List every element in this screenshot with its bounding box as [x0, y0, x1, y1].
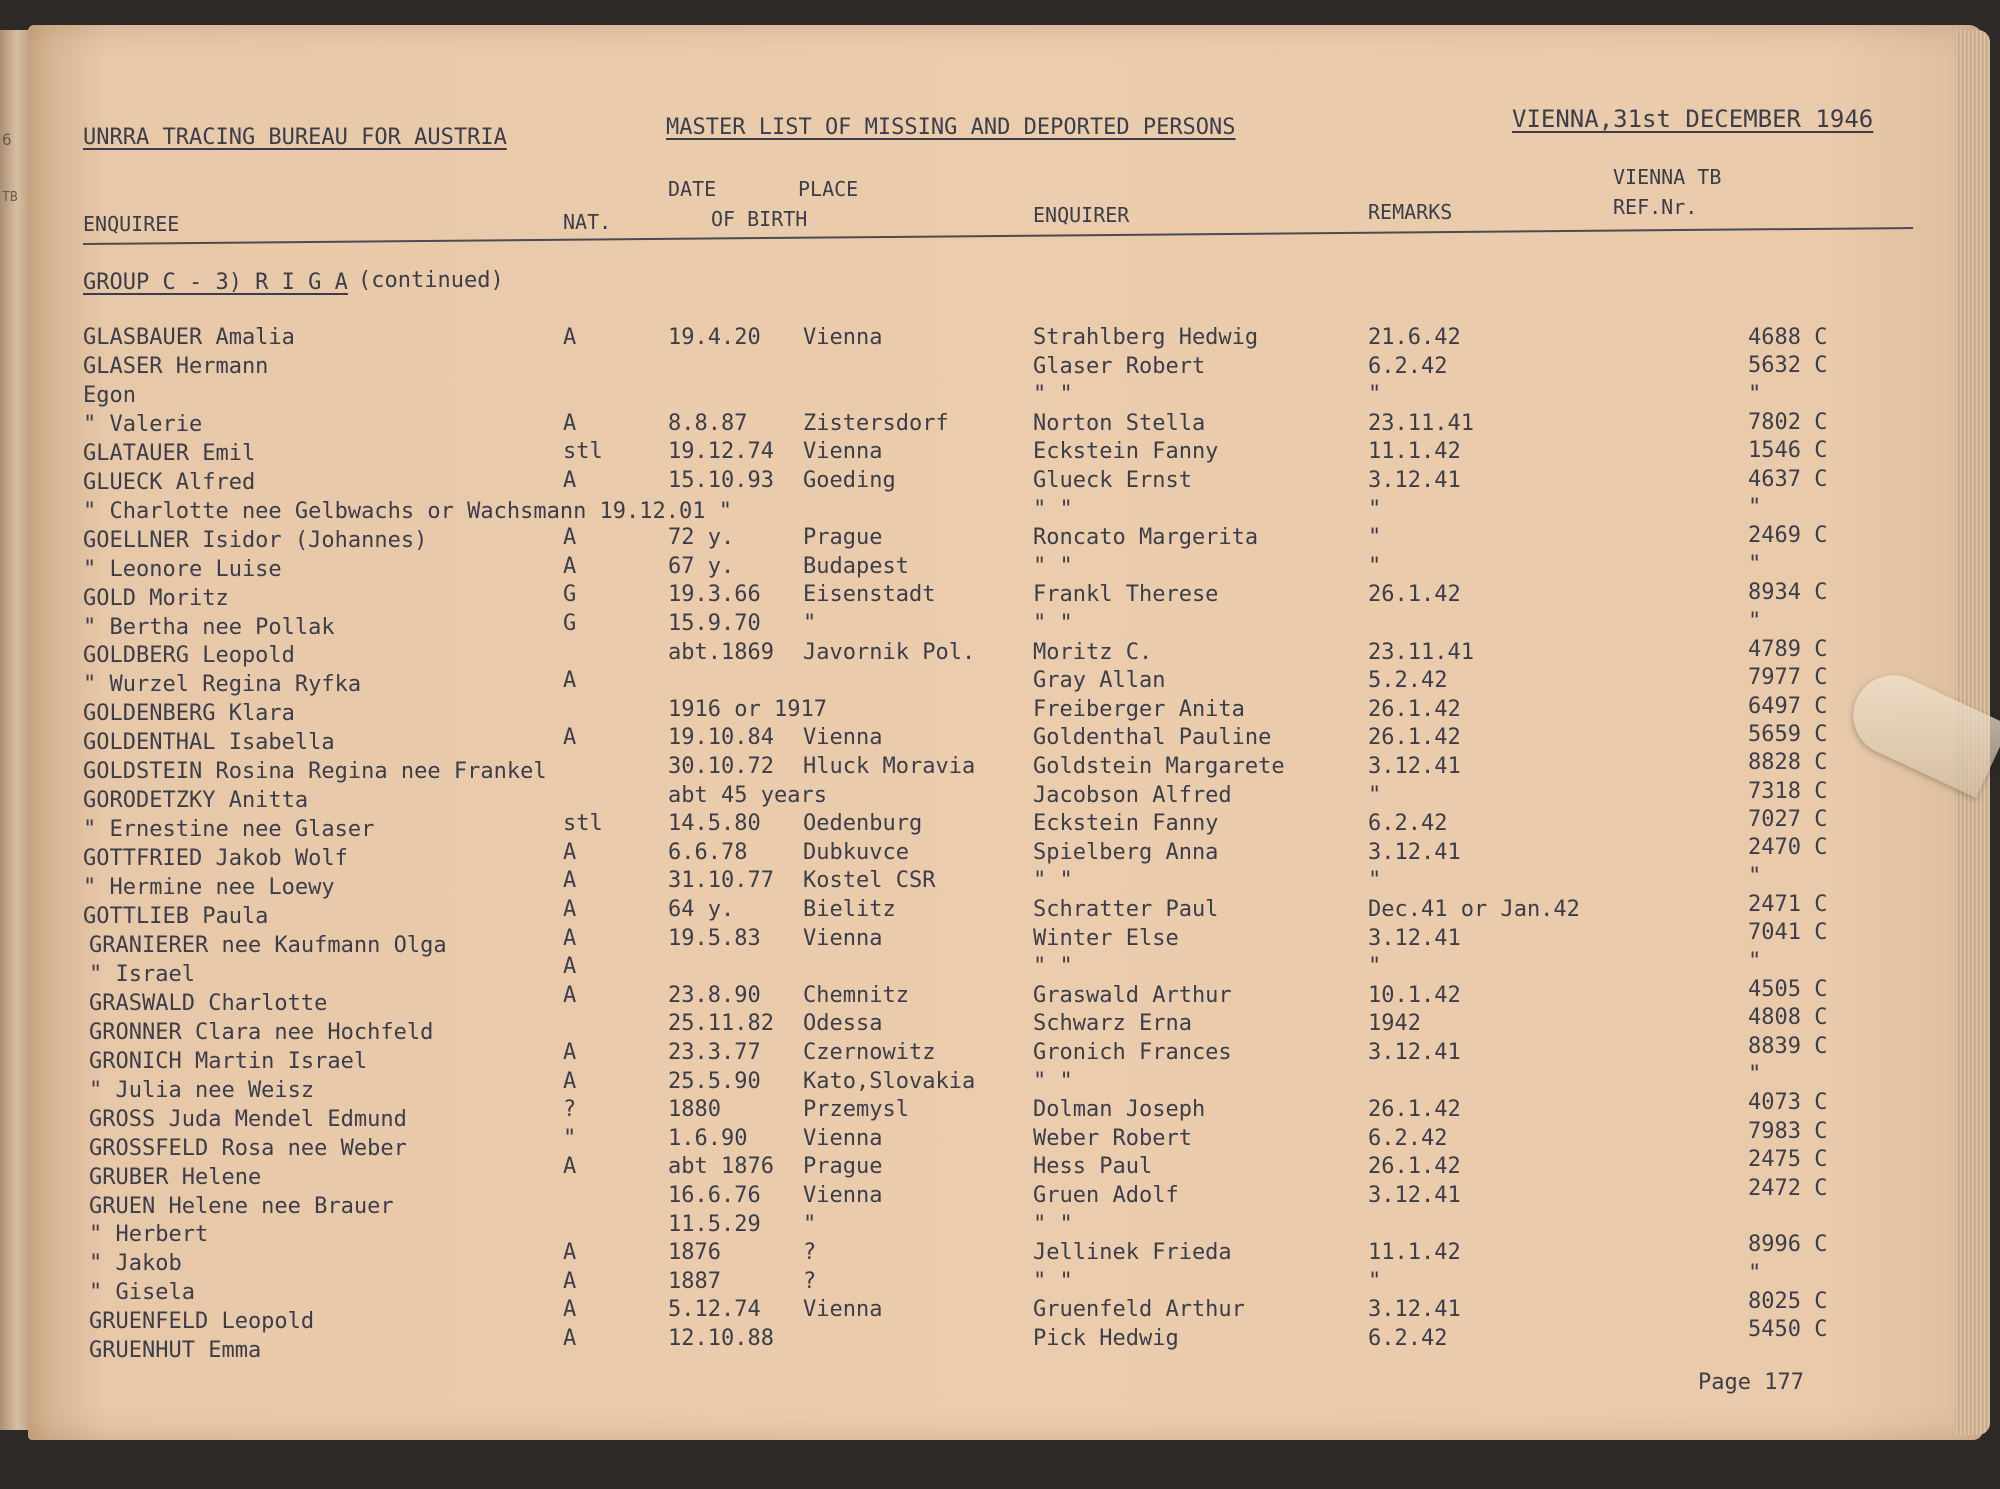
cell-date: 19.3.66	[668, 582, 761, 608]
cell-remarks: 6.2.42	[1368, 353, 1448, 379]
cell-name: " Jakob	[89, 1251, 182, 1277]
cell-place: Czernowitz	[803, 1040, 936, 1065]
cell-remarks: 26.1.42	[1368, 696, 1461, 722]
cell-place: Kostel CSR	[803, 868, 936, 894]
cell-name: GRUENFELD Leopold	[89, 1309, 315, 1335]
cell-nat: A	[563, 468, 577, 493]
cell-remarks: "	[1368, 553, 1382, 579]
document-page	[28, 25, 1983, 1440]
cell-place: Bielitz	[803, 897, 896, 922]
cell-date: 1.6.90	[668, 1125, 748, 1151]
cell-enquirer: " "	[1033, 611, 1073, 636]
cell-date: 19.12.74	[668, 439, 774, 465]
cell-enquirer: Schratter Paul	[1033, 897, 1219, 922]
group-suffix: (continued)	[358, 268, 504, 293]
left-page-edge	[0, 30, 28, 1430]
header-rule	[83, 227, 1913, 245]
cell-ref: "	[1748, 381, 1762, 407]
cell-date: 6.6.78	[668, 839, 748, 865]
left-page-fragment: TB	[2, 190, 18, 205]
cell-remarks: 23.11.41	[1368, 639, 1474, 665]
column-header-remarks: REMARKS	[1368, 200, 1453, 224]
cell-enquirer: " "	[1033, 1268, 1073, 1294]
cell-enquirer: Gruen Adolf	[1033, 1183, 1179, 1208]
cell-ref: 2472 C	[1748, 1175, 1828, 1201]
cell-name: GOLDENBERG Klara	[83, 701, 295, 727]
cell-date: 25.11.82	[668, 1011, 774, 1037]
cell-enquirer: Roncato Margerita	[1033, 525, 1259, 551]
cell-enquirer: Frankl Therese	[1033, 582, 1219, 608]
cell-nat: A	[563, 725, 577, 751]
cell-nat: A	[563, 1154, 577, 1180]
cell-name: GOLDBERG Leopold	[83, 643, 295, 669]
cell-remarks: 26.1.42	[1368, 582, 1461, 608]
cell-ref: 8839 C	[1748, 1033, 1828, 1059]
cell-nat: stl	[563, 439, 603, 465]
cell-nat: A	[563, 1326, 577, 1351]
cell-nat: A	[563, 668, 577, 694]
cell-remarks: "	[1368, 868, 1382, 894]
cell-nat: stl	[563, 811, 603, 837]
cell-place: Oedenburg	[803, 811, 923, 837]
cell-date: 14.5.80	[668, 811, 761, 837]
cell-date: 15.10.93	[668, 468, 774, 493]
left-page-fragment: 6	[2, 130, 12, 149]
column-header-of-birth: OF BIRTH	[711, 207, 808, 231]
cell-ref: 7802 C	[1748, 410, 1828, 436]
cell-enquirer: Goldstein Margarete	[1033, 754, 1285, 779]
cell-remarks: 3.12.41	[1368, 1040, 1461, 1065]
cell-place: Goeding	[803, 468, 896, 493]
cell-remarks: 26.1.42	[1368, 725, 1461, 751]
cell-date: 19.5.83	[668, 925, 761, 951]
cell-remarks: "	[1368, 954, 1382, 980]
column-header-nat: NAT.	[563, 210, 612, 234]
cell-name: " Hermine nee Loewy	[83, 875, 335, 901]
cell-enquirer: Moritz C.	[1033, 639, 1153, 665]
cell-name: GROSS Juda Mendel Edmund	[89, 1106, 407, 1132]
cell-name: GRUEN Helene nee Brauer	[89, 1193, 394, 1219]
cell-date: abt 1876	[668, 1154, 774, 1180]
cell-remarks: 3.12.41	[1368, 468, 1461, 493]
cell-name: GOELLNER Isidor (Johannes)	[83, 527, 428, 553]
cell-ref: 7027 C	[1748, 806, 1828, 832]
cell-nat: A	[563, 1240, 577, 1266]
cell-place: Prague	[803, 1154, 883, 1180]
cell-name: GLATAUER Emil	[83, 440, 256, 466]
cell-remarks: 3.12.41	[1368, 754, 1461, 779]
cell-enquirer: Jacobson Alfred	[1033, 782, 1232, 808]
cell-nat: A	[563, 1268, 577, 1294]
cell-ref: 7977 C	[1748, 665, 1828, 691]
cell-ref: 8996 C	[1748, 1232, 1828, 1258]
cell-enquirer: Jellinek Frieda	[1033, 1240, 1232, 1266]
cell-remarks: 3.12.41	[1368, 925, 1461, 951]
column-header-enquirer: ENQUIRER	[1033, 203, 1130, 227]
cell-date: 16.6.76	[668, 1183, 761, 1208]
cell-place: Kato,Slovakia	[803, 1068, 976, 1094]
cell-nat: A	[563, 553, 577, 579]
cell-enquirer: " "	[1033, 496, 1073, 522]
cell-date: 19.10.84	[668, 725, 774, 751]
cell-place: ?	[803, 1268, 817, 1294]
cell-enquirer: Goldenthal Pauline	[1033, 725, 1272, 751]
cell-nat: A	[563, 839, 577, 865]
cell-remarks: 3.12.41	[1368, 1183, 1461, 1208]
cell-place: Zistersdorf	[803, 410, 949, 436]
cell-enquirer: Glaser Robert	[1033, 353, 1206, 379]
cell-ref: 4073 C	[1748, 1090, 1828, 1116]
cell-enquirer: Winter Else	[1033, 925, 1179, 951]
cell-enquirer: " "	[1033, 954, 1073, 980]
cell-place: Vienna	[803, 325, 883, 350]
cell-enquirer: Schwarz Erna	[1033, 1011, 1192, 1037]
cell-name: GORODETZKY Anitta	[83, 788, 309, 814]
cell-ref: 7318 C	[1748, 778, 1828, 804]
cell-ref: 4688 C	[1748, 325, 1828, 350]
cell-remarks: "	[1368, 1268, 1382, 1294]
cell-date: 19.4.20	[668, 325, 761, 350]
cell-date: 67 y.	[668, 553, 735, 579]
cell-nat: A	[563, 1040, 577, 1065]
column-header-ref-line1: VIENNA TB	[1613, 165, 1722, 189]
cell-ref: "	[1748, 608, 1762, 634]
cell-name: " Herbert	[89, 1222, 209, 1248]
cell-name: " Charlotte nee Gelbwachs or Wachsmann 19.12.01 "	[83, 498, 733, 524]
cell-enquirer: Strahlberg Hedwig	[1033, 325, 1259, 350]
cell-remarks: 10.1.42	[1368, 982, 1461, 1008]
cell-enquirer: " "	[1033, 553, 1073, 579]
cell-date: 12.10.88	[668, 1326, 774, 1351]
header-bureau: UNRRA TRACING BUREAU FOR AUSTRIA	[83, 125, 507, 150]
cell-date: 31.10.77	[668, 868, 774, 894]
cell-date: 11.5.29	[668, 1211, 761, 1237]
cell-ref: 2470 C	[1748, 835, 1828, 861]
cell-nat: A	[563, 1297, 577, 1323]
cell-date: 1876	[668, 1240, 721, 1266]
cell-date: 64 y.	[668, 897, 735, 922]
cell-name: " Valerie	[83, 411, 203, 437]
cell-ref: 2469 C	[1748, 523, 1828, 549]
cell-place: Prague	[803, 525, 883, 551]
cell-remarks: 5.2.42	[1368, 668, 1448, 694]
cell-name: GRANIERER nee Kaufmann Olga	[89, 932, 447, 958]
cell-enquirer: " "	[1033, 868, 1073, 894]
cell-remarks: 21.6.42	[1368, 325, 1461, 350]
cell-ref: 8828 C	[1748, 750, 1828, 776]
cell-enquirer: Eckstein Fanny	[1033, 439, 1219, 465]
cell-ref: "	[1748, 948, 1762, 974]
cell-date: 5.12.74	[668, 1297, 761, 1323]
cell-ref: "	[1748, 495, 1762, 521]
cell-date: 1887	[668, 1268, 721, 1294]
cell-place: "	[803, 611, 817, 636]
cell-remarks: 6.2.42	[1368, 811, 1448, 837]
cell-ref: "	[1748, 551, 1762, 577]
cell-name: GRONNER Clara nee Hochfeld	[89, 1019, 434, 1045]
cell-ref: 2475 C	[1748, 1147, 1828, 1173]
cell-ref: "	[1748, 863, 1762, 889]
cell-ref: 2471 C	[1748, 892, 1828, 917]
cell-enquirer: Graswald Arthur	[1033, 982, 1232, 1008]
header-title: MASTER LIST OF MISSING AND DEPORTED PERSONS	[666, 115, 1236, 140]
cell-remarks: 11.1.42	[1368, 1240, 1461, 1266]
column-header-enquiree: ENQUIREE	[83, 212, 180, 236]
cell-nat: A	[563, 925, 577, 951]
cell-name: GLASER Hermann	[83, 353, 269, 379]
cell-place: Vienna	[803, 1125, 883, 1151]
cell-place: Eisenstadt	[803, 582, 936, 608]
cell-ref: 4637 C	[1748, 466, 1828, 492]
cell-name: GRONICH Martin Israel	[89, 1048, 368, 1074]
cell-place: Chemnitz	[803, 982, 909, 1008]
cell-ref: 7983 C	[1748, 1118, 1828, 1144]
cell-nat: G	[563, 582, 577, 608]
cell-nat: A	[563, 954, 577, 980]
cell-nat: A	[563, 525, 577, 551]
cell-date: 1916 or 1917	[668, 696, 827, 722]
cell-name: Egon	[83, 382, 136, 408]
cell-remarks: 6.2.42	[1368, 1125, 1448, 1151]
cell-ref: 8025 C	[1748, 1288, 1828, 1314]
cell-enquirer: " "	[1033, 1211, 1073, 1237]
page-number: Page 177	[1698, 1370, 1804, 1395]
cell-remarks: "	[1368, 382, 1382, 408]
cell-place: Przemysl	[803, 1097, 909, 1123]
cell-ref: 7041 C	[1748, 920, 1828, 946]
cell-place: Odessa	[803, 1011, 883, 1037]
cell-ref: 5659 C	[1748, 721, 1828, 747]
cell-remarks: 1942	[1368, 1011, 1421, 1037]
cell-ref: 5450 C	[1748, 1317, 1828, 1343]
cell-ref: 4505 C	[1748, 977, 1828, 1003]
cell-ref: 5632 C	[1748, 353, 1828, 379]
cell-name: " Wurzel Regina Ryfka	[83, 672, 362, 698]
cell-enquirer: " "	[1033, 382, 1073, 408]
cell-remarks: 26.1.42	[1368, 1097, 1461, 1123]
cell-enquirer: Glueck Ernst	[1033, 468, 1192, 493]
cell-name: GLASBAUER Amalia	[83, 325, 295, 350]
cell-remarks: "	[1368, 782, 1382, 808]
cell-date: 72 y.	[668, 525, 735, 551]
cell-place: Vienna	[803, 725, 883, 751]
cell-name: GRUBER Helene	[89, 1164, 262, 1190]
cell-enquirer: Hess Paul	[1033, 1154, 1153, 1180]
cell-place: Hluck Moravia	[803, 754, 976, 779]
cell-enquirer: Spielberg Anna	[1033, 839, 1219, 865]
cell-ref: "	[1748, 1260, 1762, 1286]
cell-remarks: "	[1368, 525, 1382, 551]
cell-remarks: 6.2.42	[1368, 1326, 1448, 1351]
cell-name: " Julia nee Weisz	[89, 1077, 315, 1103]
cell-nat: "	[563, 1125, 577, 1151]
cell-remarks: 23.11.41	[1368, 410, 1474, 436]
cell-enquirer: Gray Allan	[1033, 668, 1166, 694]
cell-place: Vienna	[803, 439, 883, 465]
column-header-place: PLACE	[798, 177, 859, 201]
cell-name: GOTTLIEB Paula	[83, 904, 269, 929]
cell-enquirer: Norton Stella	[1033, 410, 1206, 436]
cell-enquirer: Gronich Frances	[1033, 1040, 1232, 1065]
column-header-date: DATE	[668, 177, 717, 201]
cell-name: GOTTFRIED Jakob Wolf	[83, 846, 348, 872]
cell-remarks: 26.1.42	[1368, 1154, 1461, 1180]
cell-nat: G	[563, 611, 577, 636]
cell-place: Vienna	[803, 925, 883, 951]
cell-enquirer: " "	[1033, 1068, 1073, 1094]
cell-place: Vienna	[803, 1183, 883, 1208]
cell-name: GRUENHUT Emma	[89, 1338, 262, 1364]
cell-place: ?	[803, 1240, 817, 1266]
cell-name: " Ernestine nee Glaser	[83, 817, 375, 843]
cell-remarks: 11.1.42	[1368, 439, 1461, 465]
cell-date: 25.5.90	[668, 1068, 761, 1094]
cell-enquirer: Weber Robert	[1033, 1125, 1192, 1151]
cell-date: 8.8.87	[668, 410, 748, 436]
cell-name: GOLD Moritz	[83, 585, 229, 611]
cell-enquirer: Gruenfeld Arthur	[1033, 1297, 1245, 1323]
cell-place: Javornik Pol.	[803, 639, 976, 665]
cell-date: 30.10.72	[668, 754, 774, 779]
cell-remarks: 3.12.41	[1368, 1297, 1461, 1323]
cell-place: Dubkuvce	[803, 839, 909, 865]
cell-enquirer: Dolman Joseph	[1033, 1097, 1206, 1123]
cell-ref: 8934 C	[1748, 580, 1828, 606]
cell-ref: 1546 C	[1748, 438, 1828, 464]
cell-nat: A	[563, 410, 577, 436]
cell-enquirer: Eckstein Fanny	[1033, 811, 1219, 837]
cell-remarks: Dec.41 or Jan.42	[1368, 897, 1580, 922]
cell-enquirer: Pick Hedwig	[1033, 1326, 1179, 1351]
cell-remarks: 3.12.41	[1368, 839, 1461, 865]
cell-nat: A	[563, 325, 577, 350]
cell-name: GROSSFELD Rosa nee Weber	[89, 1135, 407, 1161]
cell-date: 23.3.77	[668, 1040, 761, 1065]
cell-ref: 4808 C	[1748, 1005, 1828, 1031]
cell-name: GOLDSTEIN Rosina Regina nee Frankel	[83, 759, 547, 785]
cell-place: Vienna	[803, 1297, 883, 1323]
cell-place: Budapest	[803, 553, 909, 579]
cell-name: GOLDENTHAL Isabella	[83, 730, 335, 756]
cell-enquirer: Freiberger Anita	[1033, 696, 1245, 722]
cell-name: " Gisela	[89, 1280, 195, 1306]
header-date: VIENNA,31st DECEMBER 1946	[1512, 105, 1874, 133]
cell-ref: "	[1748, 1062, 1762, 1088]
cell-nat: A	[563, 868, 577, 894]
cell-name: GRASWALD Charlotte	[89, 990, 328, 1016]
cell-remarks: "	[1368, 496, 1382, 522]
cell-name: " Leonore Luise	[83, 556, 282, 582]
cell-date: 1880	[668, 1097, 721, 1123]
cell-date: abt 45 years	[668, 782, 827, 808]
group-label: GROUP C - 3) R I G A	[83, 270, 348, 295]
cell-name: " Bertha nee Pollak	[83, 614, 335, 640]
cell-ref: 6497 C	[1748, 693, 1828, 719]
cell-name: GLUECK Alfred	[83, 469, 256, 495]
cell-date: 15.9.70	[668, 611, 761, 636]
cell-ref: 4789 C	[1748, 636, 1828, 662]
cell-name: " Israel	[89, 961, 195, 987]
cell-nat: A	[563, 1068, 577, 1094]
cell-date: 23.8.90	[668, 982, 761, 1008]
cell-nat: ?	[563, 1097, 577, 1123]
cell-place: "	[803, 1211, 817, 1237]
cell-date: abt.1869	[668, 639, 774, 665]
column-header-ref-line2: REF.Nr.	[1613, 195, 1698, 219]
cell-nat: A	[563, 982, 577, 1008]
cell-nat: A	[563, 897, 577, 922]
